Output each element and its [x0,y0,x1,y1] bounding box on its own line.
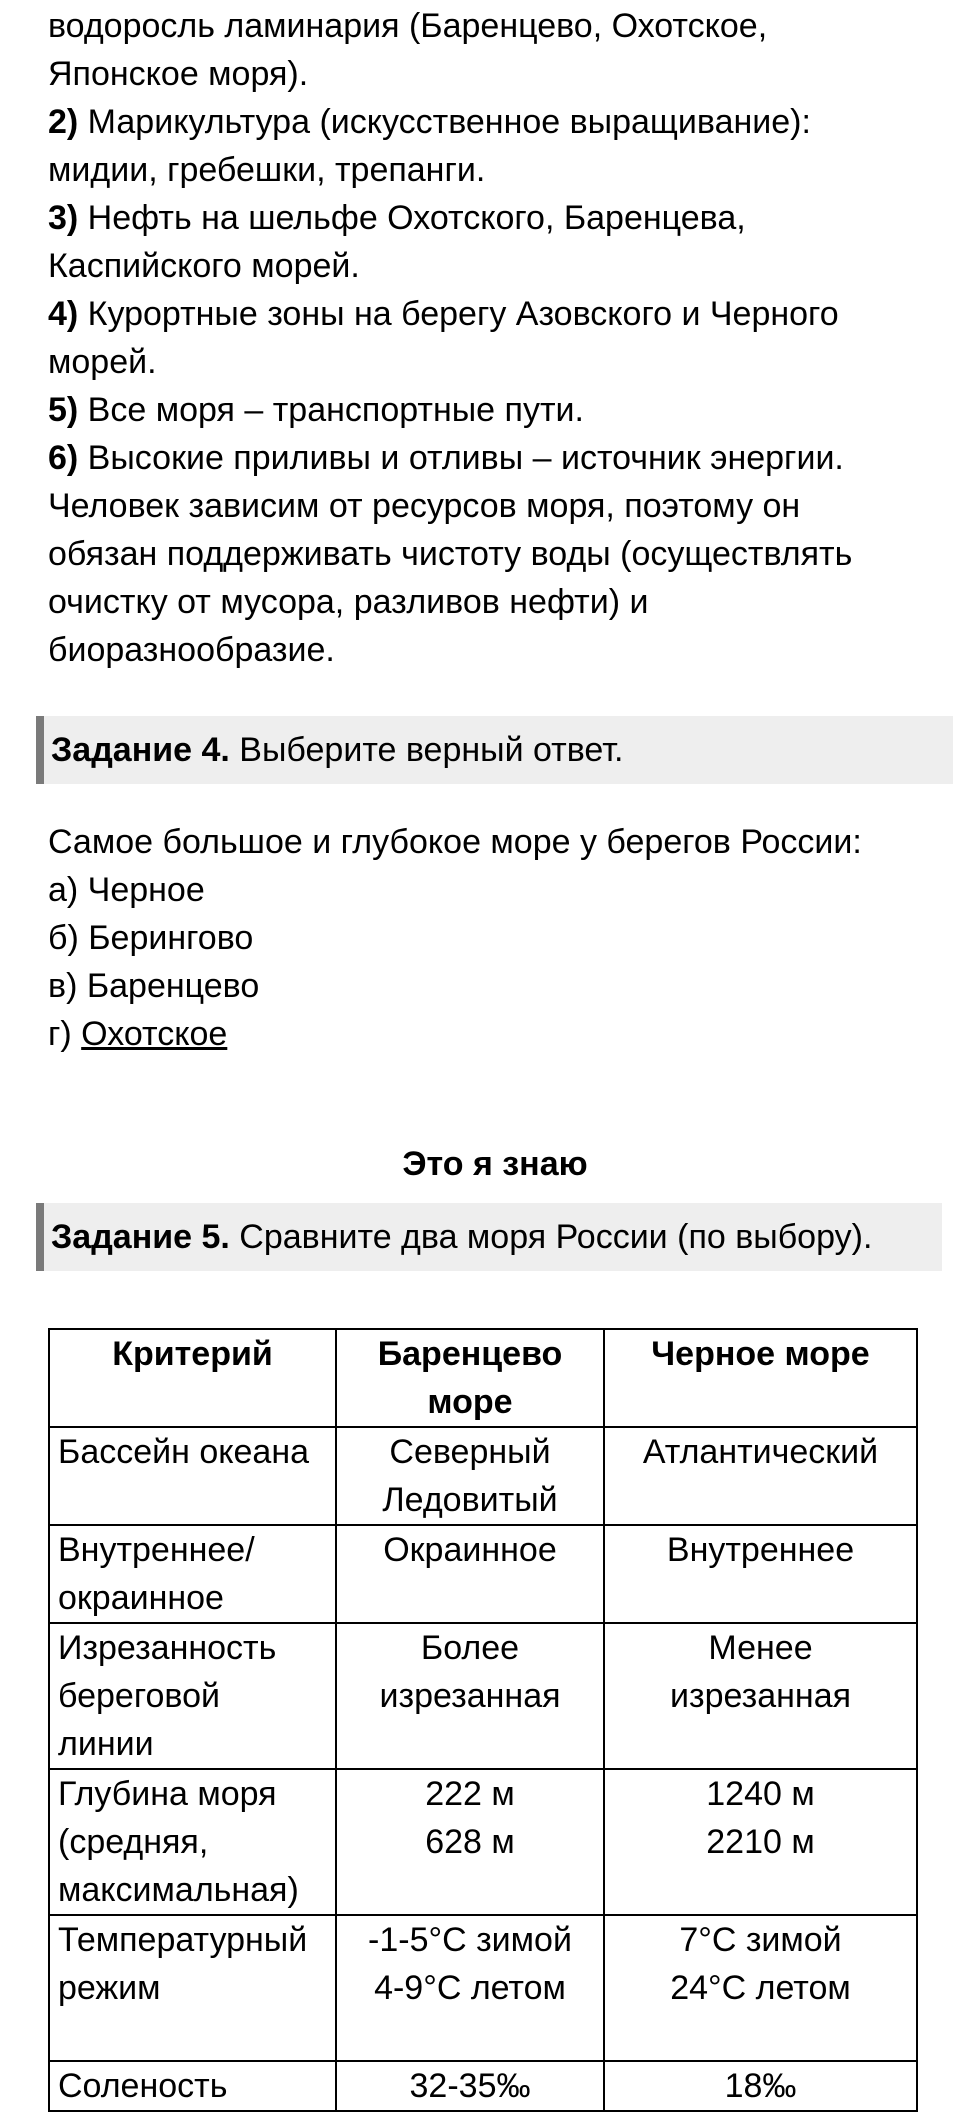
answer-option: в) Баренцево [48,967,260,1005]
value-cell: 1240 м 2210 м [604,1769,917,1915]
column-header: Критерий [49,1329,336,1427]
item-text: Курортные зоны на берегу Азовского и Черного [78,295,839,333]
criterion-cell: Температурный режим [49,1915,336,2061]
answer-text-block [48,2,948,674]
criterion-cell: Соленость [49,2061,336,2111]
section-title: Это я знаю [402,1145,588,1183]
table-header-row [49,1329,917,1427]
value-cell: Более изрезанная [336,1623,604,1769]
table-row [49,1525,917,1623]
task4-text: Выберите верный ответ. [229,731,624,769]
list-item [48,290,948,338]
answer-option: б) Берингово [48,919,254,957]
table-row [49,1915,917,2061]
column-header: Черное море [604,1329,917,1427]
item-number: 2) [48,103,79,141]
option-prefix: г) [48,1015,82,1053]
table-row [49,1427,917,1525]
item-text: Каспийского морей. [48,247,360,285]
value-cell: 18‰ [604,2061,917,2111]
value-cell: Атлантический [604,1427,917,1525]
table-row [49,1769,917,1915]
list-item [48,386,948,434]
item-text: мидии, гребешки, трепанги. [48,151,486,189]
value-cell: 222 м 628 м [336,1769,604,1915]
answer-option-selected [48,1010,862,1058]
value-cell: -1-5°C зимой 4-9°C летом [336,1915,604,2061]
value-cell: Северный Ледовитый [336,1427,604,1525]
answer-option: а) Черное [48,871,205,909]
item-number: 5) [48,391,79,429]
task4-question-block [48,818,862,1058]
item-text: морей. [48,343,157,381]
task5-header [36,1203,942,1271]
value-cell: Менее изрезанная [604,1623,917,1769]
criterion-cell: Глубина моря (средняя, максимальная) [49,1769,336,1915]
conclusion-line: биоразнообразие. [48,631,335,669]
task4-label: Задание 4. [51,731,230,769]
conclusion-line: очистку от мусора, разливов нефти) и [48,583,649,621]
criterion-cell: Внутреннее/ окраинное [49,1525,336,1623]
value-cell: 32-35‰ [336,2061,604,2111]
task5-text: Сравните два моря России (по выбору). [229,1218,873,1256]
comparison-table [48,1328,918,2112]
item-text: Нефть на шельфе Охотского, Баренцева, [78,199,746,237]
criterion-cell: Бассейн океана [49,1427,336,1525]
value-cell: Внутреннее [604,1525,917,1623]
item-number: 6) [48,439,79,477]
list-item [48,194,948,242]
task4-header [36,716,953,784]
question-text: Самое большое и глубокое море у берегов России: [48,823,862,861]
value-cell: Окраинное [336,1525,604,1623]
criterion-cell: Изрезанность береговой линии [49,1623,336,1769]
item-number: 4) [48,295,79,333]
item-text: Марикультура (искусственное выращивание): [78,103,811,141]
intro-line: Японское моря). [48,55,309,93]
task5-label: Задание 5. [51,1218,230,1256]
correct-answer: Охотское [81,1015,228,1053]
list-item [48,434,948,482]
list-item [48,98,948,146]
item-text: Высокие приливы и отливы – источник энергии. [78,439,844,477]
value-cell: 7°C зимой 24°C летом [604,1915,917,2061]
conclusion-line: Человек зависим от ресурсов моря, поэтому он [48,487,801,525]
intro-line: водоросль ламинария (Баренцево, Охотское, [48,7,768,45]
conclusion-line: обязан поддерживать чистоту воды (осуществлять [48,535,853,573]
table-row [49,2061,917,2111]
item-number: 3) [48,199,79,237]
column-header: Баренцево море [336,1329,604,1427]
table-row [49,1623,917,1769]
item-text: Все моря – транспортные пути. [78,391,584,429]
